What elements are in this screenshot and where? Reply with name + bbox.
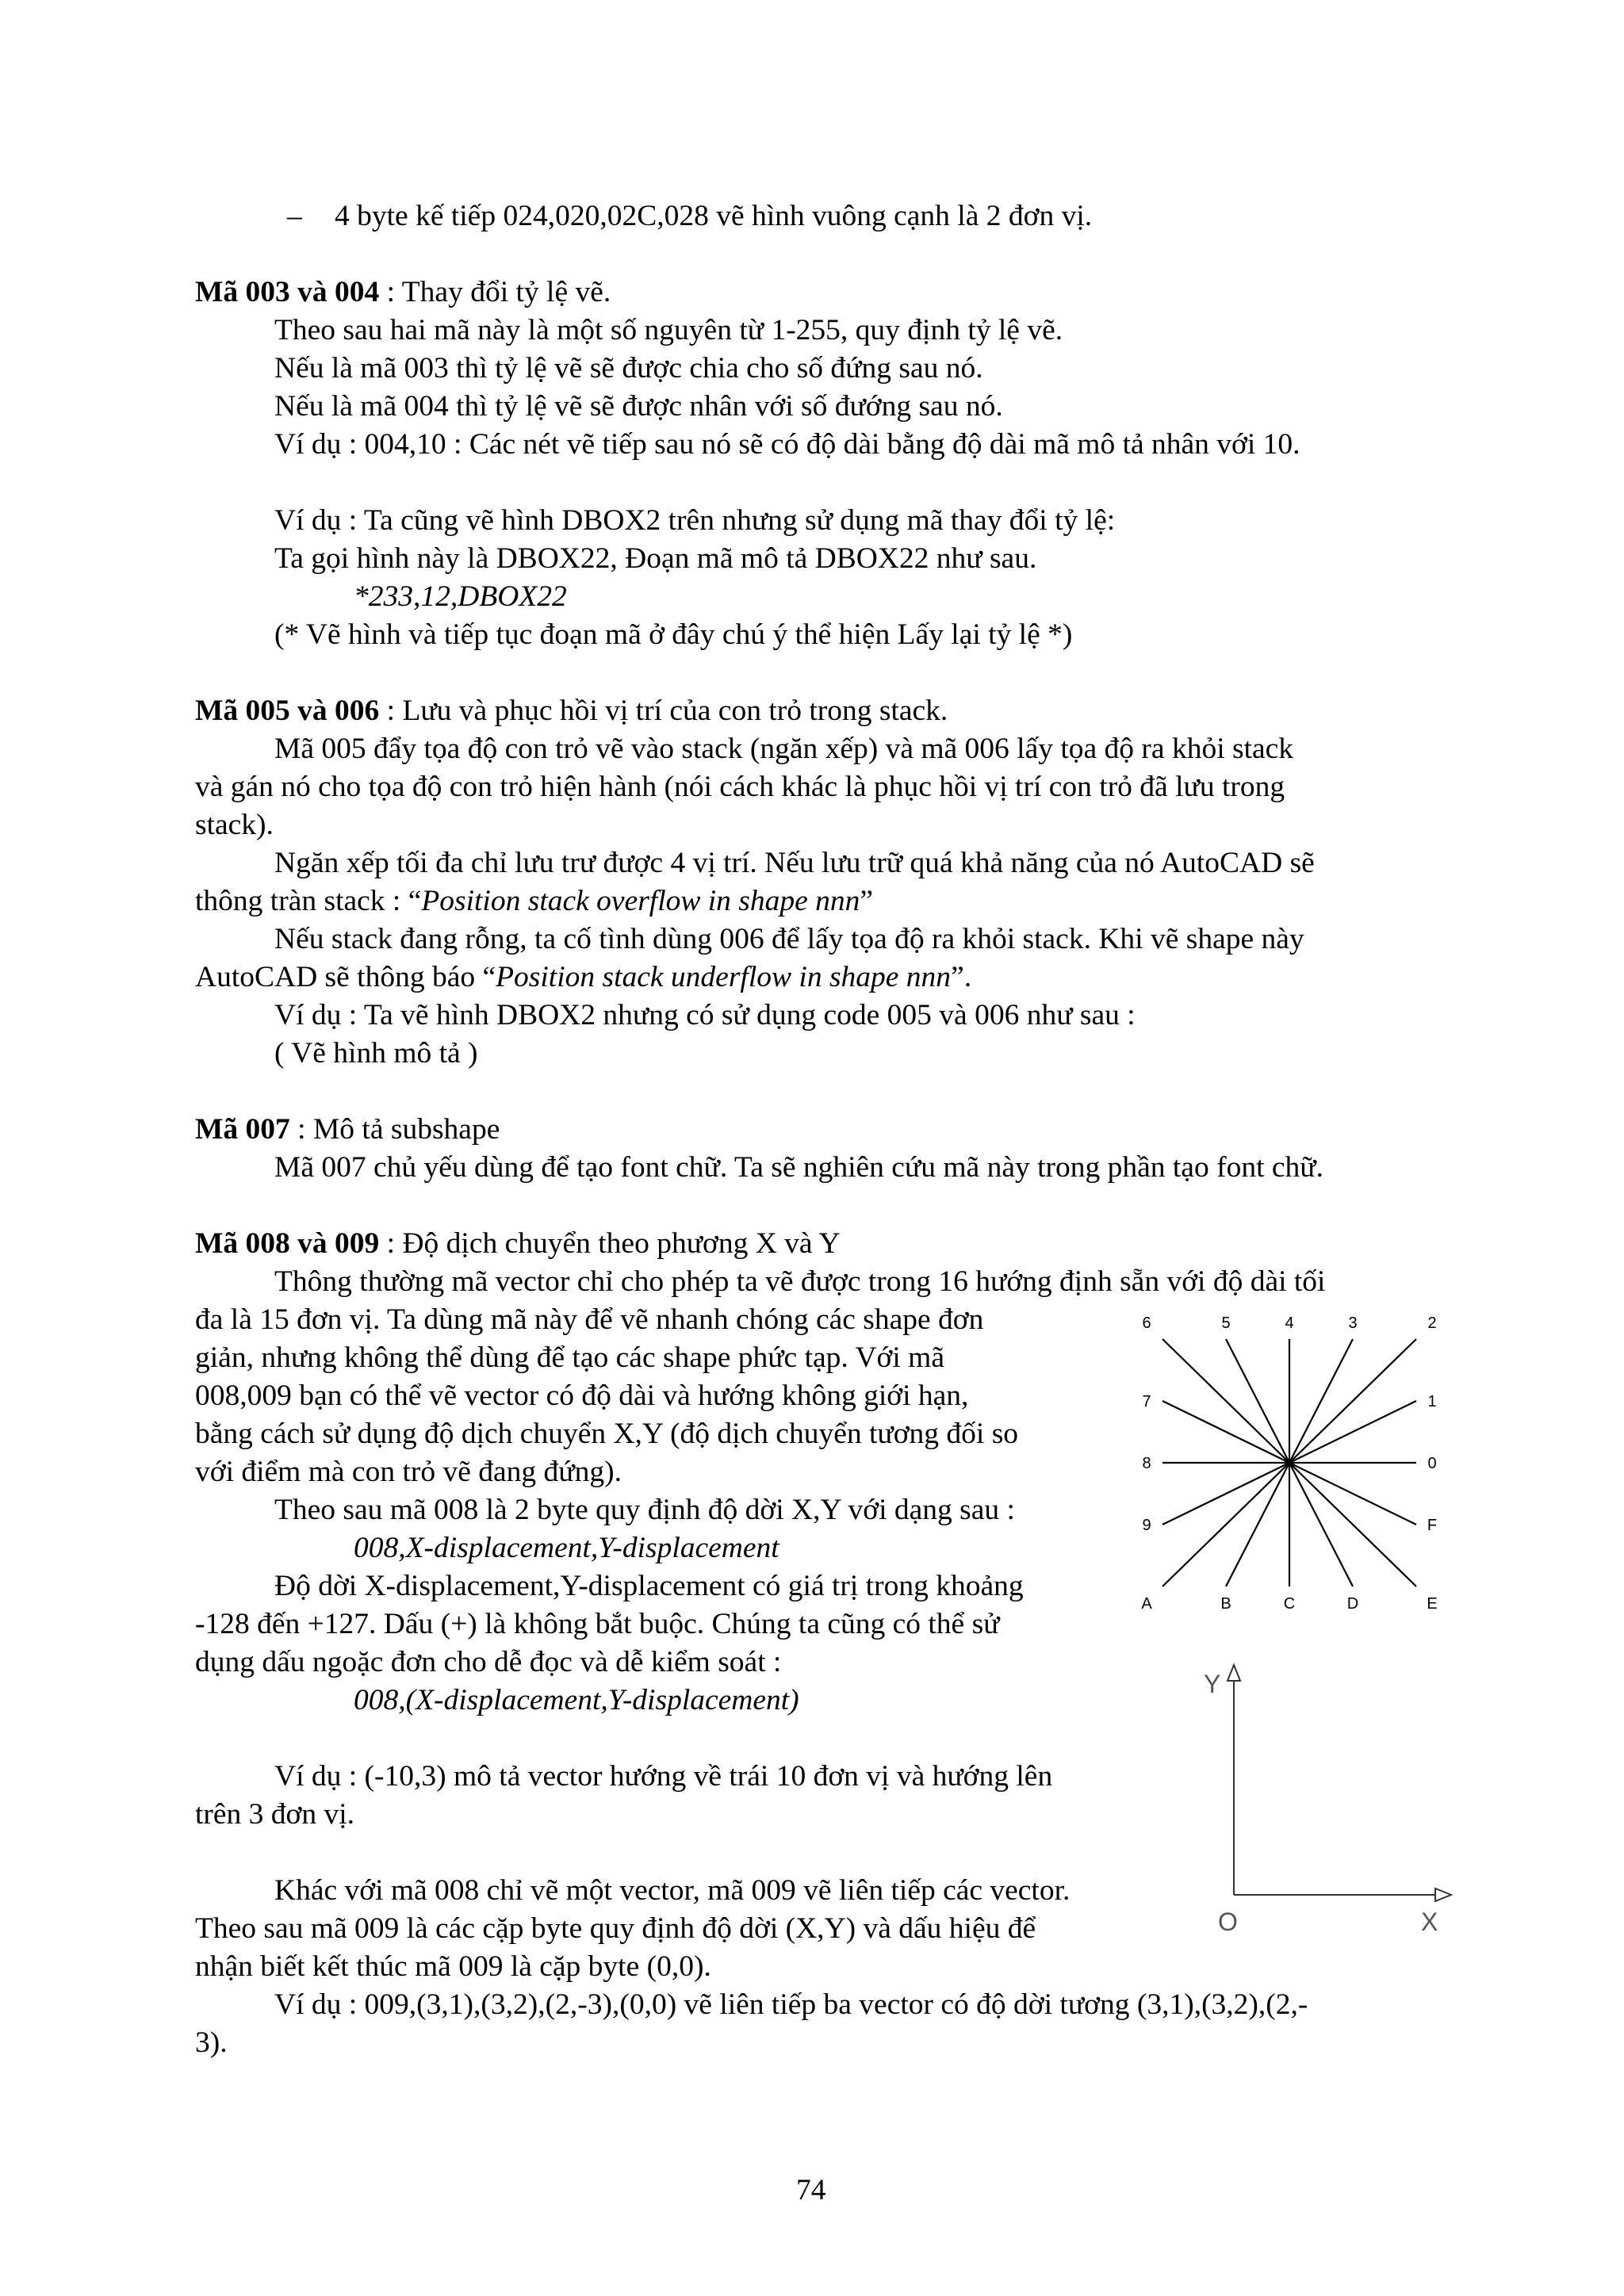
paragraph-line: Ngăn xếp tối đa chỉ lưu trư được 4 vị trí. Nếu lưu trữ quá khả năng của nó AutoCAD sẽ [274,847,1315,879]
direction-vector-E [1289,1463,1416,1586]
paragraph-line: dụng dấu ngoặc đơn cho dễ đọc và dễ kiểm soát : [195,1646,782,1678]
paragraph-line: giản, nhưng không thể dùng để tạo các shape phức tạp. Với mã [195,1341,944,1374]
paragraph-line: Nếu stack đang rỗng, ta cố tình dùng 006 để lấy tọa độ ra khỏi stack. Khi vẽ shape này [274,923,1304,955]
direction-label-F: F [1427,1517,1438,1534]
paragraph-line: trên 3 đơn vị. [195,1798,355,1831]
y-axis-label: Y [1204,1670,1221,1698]
paragraph-line: AutoCAD sẽ thông báo “Position stack underflow in shape nnn”. [195,961,972,993]
xy-axes-diagram [1182,1657,1467,1942]
code-line: 008,X-displacement,Y-displacement [354,1532,779,1564]
code-line: 008,(X-displacement,Y-displacement) [354,1684,799,1716]
paragraph-line: Ví dụ : 004,10 : Các nét vẽ tiếp sau nó sẽ có độ dài bằng độ dài mã mô tả nhân với 10. [274,428,1300,461]
origin-label: O [1218,1908,1238,1936]
paragraph-line: Độ dời X-displacement,Y-displacement có giá trị trong khoảng [274,1570,1024,1602]
paragraph-line: Theo sau hai mã này là một số nguyên từ 1-255, quy định tỷ lệ vẽ. [274,314,1063,346]
direction-vector-5 [1226,1339,1289,1463]
direction-label-D: D [1346,1595,1359,1613]
direction-label-5: 5 [1221,1314,1231,1332]
direction-label-4: 4 [1285,1314,1294,1332]
paragraph-line: thông tràn stack : “Position stack overflow in shape nnn” [195,885,874,917]
direction-label-0: 0 [1427,1455,1437,1472]
x-axis-label: X [1421,1908,1438,1936]
direction-label-3: 3 [1348,1314,1358,1332]
paragraph-line: (* Vẽ hình và tiếp tục đoạn mã ở đây chú ý thể hiện Lấy lại tỷ lệ *) [274,618,1073,651]
direction-vector-7 [1162,1401,1289,1463]
paragraph-line: 3). [195,2026,228,2059]
direction-label-B: B [1220,1595,1231,1613]
paragraph-line: Ví dụ : Ta vẽ hình DBOX2 nhưng có sử dụng code 005 và 006 như sau : [274,999,1136,1031]
direction-label-A: A [1141,1595,1152,1613]
direction-label-7: 7 [1142,1393,1151,1410]
direction-vector-D [1289,1463,1353,1586]
paragraph-line: đa là 15 đơn vị. Ta dùng mã này để vẽ nhanh chóng các shape đơn [195,1303,984,1336]
paragraph-line: Ví dụ : Ta cũng vẽ hình DBOX2 trên nhưng sử dụng mã thay đổi tỷ lệ: [274,504,1116,537]
section-heading-003-004: Mã 003 và 004 : Thay đổi tỷ lệ vẽ. [195,276,611,308]
paragraph-line: -128 đến +127. Dấu (+) là không bắt buộc. Chúng ta cũng có thể sử [195,1608,1000,1640]
direction-vector-2 [1289,1339,1416,1463]
direction-label-2: 2 [1427,1314,1437,1332]
paragraph-line: Ta gọi hình này là DBOX22, Đoạn mã mô tả DBOX22 như sau. [274,542,1037,575]
paragraph-line: và gán nó cho tọa độ con trỏ hiện hành (nói cách khác là phục hồi vị trí con trỏ đã lưu trong [195,771,1285,803]
direction-vector-6 [1162,1339,1289,1463]
section-heading-008-009: Mã 008 và 009 : Độ dịch chuyển theo phương X và Y [195,1227,841,1260]
paragraph-line: Thông thường mã vector chỉ cho phép ta vẽ được trong 16 hướng định sẵn với độ dài tối [274,1265,1326,1298]
code-line: *233,12,DBOX22 [354,580,567,613]
paragraph-line: với điểm mà con trỏ vẽ đang đứng). [195,1456,622,1488]
x-axis-arrow-icon [1435,1888,1451,1901]
paragraph-line: stack). [195,809,274,841]
direction-vector-9 [1162,1463,1289,1525]
paragraph-line: Ví dụ : 009,(3,1),(3,2),(2,-3),(0,0) vẽ liên tiếp ba vector có độ dời tương (3,1),(3,2),(2,- [274,1988,1308,2021]
paragraph-line: Mã 007 chủ yếu dùng để tạo font chữ. Ta sẽ nghiên cứu mã này trong phần tạo font chữ. [274,1151,1323,1184]
direction-label-9: 9 [1142,1517,1151,1534]
bullet-dash: – [287,200,302,232]
paragraph-line: Mã 005 đẩy tọa độ con trỏ vẽ vào stack (ngăn xếp) và mã 006 lấy tọa độ ra khỏi stack [274,733,1294,765]
section-heading-007: Mã 007 : Mô tả subshape [195,1113,500,1146]
paragraph-line: bằng cách sử dụng độ dịch chuyển X,Y (độ dịch chuyển tương đối so [195,1418,1019,1450]
bullet-text: 4 byte kế tiếp 024,020,02C,028 vẽ hình vuông cạnh là 2 đơn vị. [335,200,1093,232]
direction-vector-A [1162,1463,1289,1586]
paragraph-line: Theo sau mã 008 là 2 byte quy định độ dời X,Y với dạng sau : [274,1494,1015,1526]
direction-label-6: 6 [1142,1314,1151,1332]
y-axis-arrow-icon [1228,1665,1240,1681]
paragraph-line: 008,009 bạn có thể vẽ vector có độ dài và hướng không giới hạn, [195,1380,969,1412]
paragraph-line: Theo sau mã 009 là các cặp byte quy định độ dời (X,Y) và dấu hiệu để [195,1912,1036,1945]
direction-label-1: 1 [1427,1393,1437,1410]
page-number: 74 [796,2174,826,2206]
direction-vector-F [1289,1463,1416,1525]
paragraph-line: Nếu là mã 004 thì tỷ lệ vẽ sẽ được nhân với số đướng sau nó. [274,390,1003,423]
direction-label-C: C [1283,1595,1296,1613]
section-heading-005-006: Mã 005 và 006 : Lưu và phục hồi vị trí của con trỏ trong stack. [195,695,948,727]
paragraph-line: Ví dụ : (-10,3) mô tả vector hướng về trái 10 đơn vị và hướng lên [274,1760,1053,1793]
direction-vector-B [1226,1463,1289,1586]
direction-label-8: 8 [1142,1455,1151,1472]
paragraph-line: ( Vẽ hình mô tả ) [274,1037,478,1070]
paragraph-line: Khác với mã 008 chỉ vẽ một vector, mã 009 vẽ liên tiếp các vector. [274,1874,1071,1907]
direction-vector-1 [1289,1401,1416,1463]
paragraph-line: Nếu là mã 003 thì tỷ lệ vẽ sẽ được chia cho số đứng sau nó. [274,352,983,385]
direction-label-E: E [1427,1595,1438,1613]
direction-vectors-diagram [1134,1308,1451,1617]
direction-vector-3 [1289,1339,1353,1463]
paragraph-line: nhận biết kết thúc mã 009 là cặp byte (0,0). [195,1950,711,1983]
